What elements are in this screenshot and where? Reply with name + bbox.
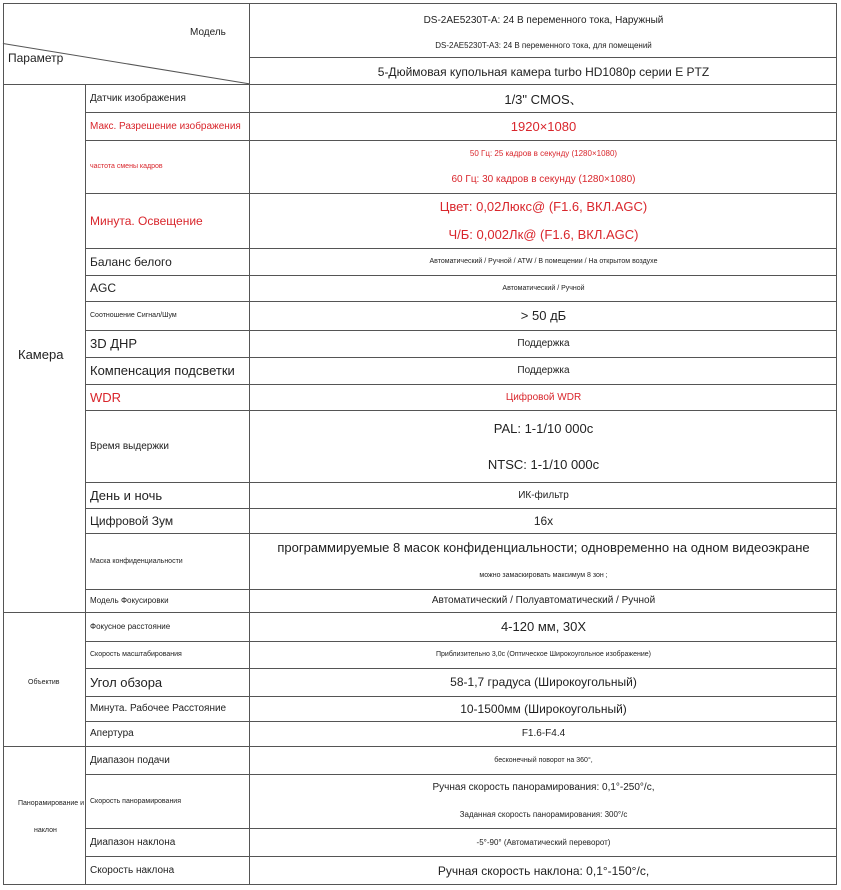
spec-value: 58-1,7 градуса (Широкоугольный) — [450, 675, 637, 689]
spec-label: Скорость наклона — [90, 865, 175, 876]
spec-value: 4-120 мм, 30X — [500, 619, 587, 634]
spec-label: Минута. Рабочее Расстояние — [90, 703, 227, 714]
spec-label: Скорость панорамирования — [90, 797, 182, 805]
spec-value: Заданная скорость панорамирования: 300°/с — [459, 810, 628, 819]
spec-label: Компенсация подсветки — [90, 363, 235, 378]
spec-value: 50 Гц: 25 кадров в секунду (1280×1080) — [469, 148, 618, 158]
parameter-header-label: Параметр — [8, 51, 64, 65]
spec-label: Время выдержки — [90, 440, 169, 452]
spec-value: PAL: 1-1/10 000с — [493, 420, 594, 436]
spec-value: 60 Гц: 30 кадров в секунду (1280×1080) — [451, 174, 636, 186]
spec-value: Ручная скорость наклона: 0,1°-150°/с, — [437, 863, 650, 878]
spec-value: 1/3" CMOS、 — [504, 91, 583, 107]
spec-value: Цифровой WDR — [505, 391, 582, 403]
spec-value: 16x — [533, 513, 554, 528]
spec-value: 1920×1080 — [510, 118, 577, 134]
spec-value: > 50 дБ — [520, 308, 567, 323]
spec-label: Апертура — [90, 728, 134, 739]
spec-label: Макс. Разрешение изображения — [90, 120, 241, 132]
spec-label: Баланс белого — [90, 254, 172, 269]
spec-value: можно замаскировать максимум 8 зон ; — [479, 571, 608, 579]
spec-label: Соотношение Сигнал/Шум — [90, 312, 177, 319]
spec-label: Маска конфиденциальности — [90, 557, 183, 565]
spec-value: Автоматический / Ручной / ATW / В помещении / На открытом воздухе — [429, 258, 658, 265]
spec-value: Автоматический / Ручной — [502, 284, 585, 292]
spec-value: программируемые 8 масок конфиденциальности; одновременно на одном видеоэкране — [277, 539, 810, 555]
spec-label: День и ночь — [90, 487, 163, 503]
spec-label: Минута. Освещение — [90, 213, 203, 228]
spec-label: Фокусное расстояние — [90, 622, 171, 631]
spec-label: 3D ДНР — [90, 336, 138, 351]
spec-value: -5°-90° (Автоматический переворот) — [476, 837, 611, 847]
spec-label: WDR — [90, 389, 122, 405]
model-a3-spec: DS-2AE5230T-A3: 24 В переменного тока, для помещений — [435, 40, 652, 50]
header-split-line — [249, 57, 837, 58]
spec-value: 10-1500мм (Широкоугольный) — [460, 701, 627, 716]
spec-value: ИК-фильтр — [518, 489, 569, 501]
spec-label: Модель Фокусировки — [90, 596, 169, 605]
spec-label: частота смены кадров — [90, 163, 163, 170]
model-a-spec: DS-2AE5230T-A: 24 В переменного тока, Наружный — [423, 14, 664, 26]
spec-value: NTSC: 1-1/10 000с — [487, 456, 600, 472]
spec-value: бесконечный поворот на 360°, — [494, 756, 593, 764]
lens-group-label: Объектив — [28, 678, 60, 686]
model-header-label: Модель — [190, 26, 226, 38]
spec-value: Поддержка — [517, 365, 570, 376]
spec-label: Скорость масштабирования — [90, 651, 182, 658]
spec-value: Приблизительно 3,0с (Оптическое Широкоугольное изображение) — [436, 651, 651, 658]
spec-value: Цвет: 0,02Люкс@ (F1.6, ВКЛ.AGC) — [439, 199, 648, 215]
spec-value: Ч/Б: 0,002Лк@ (F1.6, ВКЛ.AGC) — [448, 226, 639, 242]
spec-value: Автоматический / Полуавтоматический / Ручной — [431, 595, 656, 606]
pan-tilt-group-label-1: Панорамирование и — [18, 799, 85, 807]
spec-label: Датчик изображения — [90, 92, 186, 104]
spec-value: Поддержка — [517, 338, 570, 349]
spec-label: AGC — [90, 281, 117, 295]
pan-tilt-group-label-2: наклон — [34, 826, 57, 834]
camera-group-label: Камера — [18, 346, 64, 362]
spec-label: Диапазон подачи — [90, 754, 170, 766]
camera-description: 5-Дюймовая купольная камера turbo HD1080p серии E PTZ — [377, 65, 710, 79]
group-divider-vertical — [85, 84, 86, 885]
spec-value: F1.6-F4.4 — [521, 728, 566, 739]
spec-value: Ручная скорость панорамирования: 0,1°-250°/с, — [432, 782, 655, 793]
spec-label: Диапазон наклона — [90, 836, 176, 848]
spec-label: Угол обзора — [90, 674, 163, 690]
spec-label: Цифровой Зум — [90, 513, 174, 528]
